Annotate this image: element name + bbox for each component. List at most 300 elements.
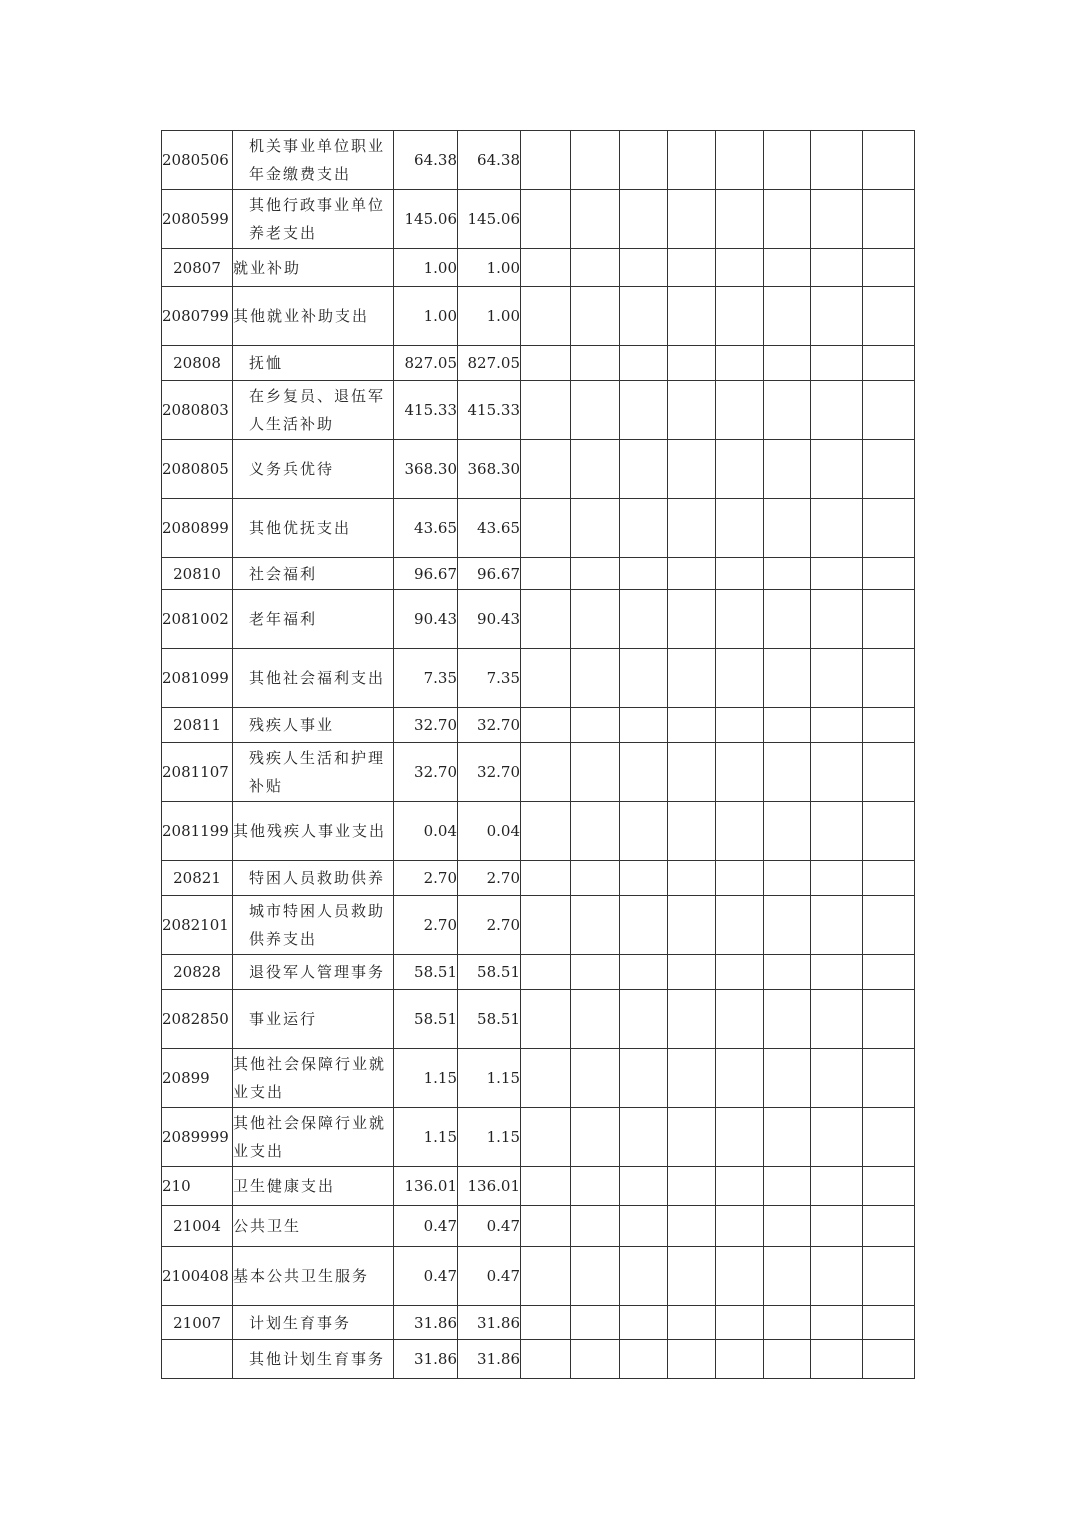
- item-name-cell: 机关事业单位职业年金缴费支出: [233, 131, 394, 190]
- empty-cell: [764, 590, 811, 649]
- empty-cell: [764, 1167, 811, 1206]
- empty-cell: [764, 955, 811, 990]
- empty-cell: [764, 708, 811, 743]
- empty-cell: [668, 558, 716, 590]
- table-row: [162, 1306, 915, 1340]
- amount-cell: 31.86: [458, 1340, 521, 1379]
- empty-cell: [811, 590, 863, 649]
- empty-cell: [863, 249, 915, 287]
- empty-cell: [811, 1340, 863, 1379]
- account-code-cell: 2080799: [162, 287, 233, 346]
- empty-cell: [863, 708, 915, 743]
- empty-cell: [863, 990, 915, 1049]
- empty-cell: [521, 861, 571, 896]
- amount-cell: 2.70: [394, 861, 458, 896]
- item-name-cell: 事业运行: [233, 990, 394, 1049]
- account-code-cell: 20808: [162, 346, 233, 381]
- amount-cell: 1.00: [458, 287, 521, 346]
- item-name-cell: 义务兵优待: [233, 440, 394, 499]
- empty-cell: [521, 287, 571, 346]
- empty-cell: [571, 708, 620, 743]
- item-name-cell: 卫生健康支出: [233, 1167, 394, 1206]
- amount-cell: 31.86: [394, 1306, 458, 1340]
- amount-cell: 90.43: [394, 590, 458, 649]
- amount-cell: 415.33: [394, 381, 458, 440]
- item-name-cell: 城市特困人员救助供养支出: [233, 896, 394, 955]
- account-code-cell: 2082850: [162, 990, 233, 1049]
- empty-cell: [620, 131, 668, 190]
- empty-cell: [863, 1247, 915, 1306]
- empty-cell: [811, 440, 863, 499]
- empty-cell: [521, 896, 571, 955]
- empty-cell: [764, 802, 811, 861]
- amount-cell: 58.51: [458, 990, 521, 1049]
- table-row: [162, 743, 915, 802]
- item-name-cell: 残疾人事业: [233, 708, 394, 743]
- table-row: [162, 1108, 915, 1167]
- empty-cell: [863, 499, 915, 558]
- item-name-cell: 计划生育事务: [233, 1306, 394, 1340]
- table-row: [162, 1049, 915, 1108]
- table-row: [162, 249, 915, 287]
- table-row: [162, 1167, 915, 1206]
- empty-cell: [668, 1340, 716, 1379]
- amount-cell: 1.00: [394, 287, 458, 346]
- amount-cell: 0.04: [394, 802, 458, 861]
- item-name-cell: 其他社会福利支出: [233, 649, 394, 708]
- amount-cell: 368.30: [394, 440, 458, 499]
- empty-cell: [521, 708, 571, 743]
- table-row: [162, 499, 915, 558]
- empty-cell: [521, 440, 571, 499]
- item-name-cell: 其他社会保障行业就业支出: [233, 1108, 394, 1167]
- empty-cell: [521, 190, 571, 249]
- empty-cell: [764, 249, 811, 287]
- empty-cell: [521, 1206, 571, 1247]
- amount-cell: 827.05: [394, 346, 458, 381]
- empty-cell: [668, 249, 716, 287]
- empty-cell: [764, 1247, 811, 1306]
- empty-cell: [620, 955, 668, 990]
- empty-cell: [863, 1167, 915, 1206]
- empty-cell: [716, 1206, 764, 1247]
- amount-cell: 0.47: [394, 1247, 458, 1306]
- table-row: [162, 131, 915, 190]
- empty-cell: [571, 1108, 620, 1167]
- empty-cell: [863, 1306, 915, 1340]
- empty-cell: [668, 990, 716, 1049]
- empty-cell: [863, 381, 915, 440]
- amount-cell: 31.86: [394, 1340, 458, 1379]
- empty-cell: [668, 861, 716, 896]
- empty-cell: [863, 131, 915, 190]
- amount-cell: 2.70: [394, 896, 458, 955]
- account-code-cell: 2082101: [162, 896, 233, 955]
- empty-cell: [716, 499, 764, 558]
- empty-cell: [811, 381, 863, 440]
- empty-cell: [811, 499, 863, 558]
- table-row: [162, 590, 915, 649]
- empty-cell: [863, 440, 915, 499]
- item-name-cell: 其他优抚支出: [233, 499, 394, 558]
- empty-cell: [571, 649, 620, 708]
- empty-cell: [571, 190, 620, 249]
- empty-cell: [571, 287, 620, 346]
- item-name-cell: 特困人员救助供养: [233, 861, 394, 896]
- empty-cell: [521, 131, 571, 190]
- amount-cell: 1.15: [458, 1049, 521, 1108]
- empty-cell: [521, 381, 571, 440]
- empty-cell: [811, 896, 863, 955]
- table-row: [162, 558, 915, 590]
- amount-cell: 0.47: [394, 1206, 458, 1247]
- empty-cell: [764, 287, 811, 346]
- empty-cell: [668, 1247, 716, 1306]
- empty-cell: [811, 1049, 863, 1108]
- empty-cell: [764, 346, 811, 381]
- empty-cell: [620, 1340, 668, 1379]
- empty-cell: [716, 802, 764, 861]
- empty-cell: [764, 381, 811, 440]
- item-name-cell: 其他社会保障行业就业支出: [233, 1049, 394, 1108]
- amount-cell: 0.47: [458, 1206, 521, 1247]
- account-code-cell: 2081002: [162, 590, 233, 649]
- empty-cell: [668, 131, 716, 190]
- amount-cell: 1.00: [394, 249, 458, 287]
- empty-cell: [668, 896, 716, 955]
- empty-cell: [571, 743, 620, 802]
- empty-cell: [811, 1247, 863, 1306]
- empty-cell: [811, 1167, 863, 1206]
- account-code-cell: 20899: [162, 1049, 233, 1108]
- amount-cell: 32.70: [394, 743, 458, 802]
- empty-cell: [716, 743, 764, 802]
- item-name-cell: 公共卫生: [233, 1206, 394, 1247]
- empty-cell: [764, 1206, 811, 1247]
- empty-cell: [811, 287, 863, 346]
- empty-cell: [668, 802, 716, 861]
- amount-cell: 415.33: [458, 381, 521, 440]
- empty-cell: [668, 1108, 716, 1167]
- empty-cell: [716, 558, 764, 590]
- empty-cell: [811, 558, 863, 590]
- empty-cell: [620, 802, 668, 861]
- empty-cell: [668, 1306, 716, 1340]
- empty-cell: [620, 1108, 668, 1167]
- empty-cell: [811, 1306, 863, 1340]
- empty-cell: [811, 1108, 863, 1167]
- empty-cell: [716, 955, 764, 990]
- empty-cell: [571, 346, 620, 381]
- amount-cell: 32.70: [394, 708, 458, 743]
- empty-cell: [716, 896, 764, 955]
- table-row: [162, 861, 915, 896]
- empty-cell: [764, 1340, 811, 1379]
- empty-cell: [571, 499, 620, 558]
- account-code-cell: 21007: [162, 1306, 233, 1340]
- empty-cell: [571, 1340, 620, 1379]
- empty-cell: [571, 1306, 620, 1340]
- empty-cell: [668, 190, 716, 249]
- empty-cell: [668, 590, 716, 649]
- table-row: [162, 440, 915, 499]
- empty-cell: [571, 1206, 620, 1247]
- empty-cell: [668, 955, 716, 990]
- empty-cell: [863, 1206, 915, 1247]
- empty-cell: [764, 131, 811, 190]
- amount-cell: 2.70: [458, 861, 521, 896]
- empty-cell: [716, 590, 764, 649]
- table-row: [162, 381, 915, 440]
- empty-cell: [521, 1247, 571, 1306]
- empty-cell: [716, 1049, 764, 1108]
- amount-cell: 368.30: [458, 440, 521, 499]
- empty-cell: [620, 499, 668, 558]
- empty-cell: [716, 1306, 764, 1340]
- table-row: [162, 802, 915, 861]
- empty-cell: [571, 249, 620, 287]
- empty-cell: [811, 708, 863, 743]
- empty-cell: [863, 1049, 915, 1108]
- empty-cell: [811, 955, 863, 990]
- empty-cell: [764, 1108, 811, 1167]
- empty-cell: [863, 190, 915, 249]
- empty-cell: [571, 381, 620, 440]
- item-name-cell: 其他残疾人事业支出: [233, 802, 394, 861]
- empty-cell: [668, 440, 716, 499]
- item-name-cell: 退役军人管理事务: [233, 955, 394, 990]
- account-code-cell: 20821: [162, 861, 233, 896]
- amount-cell: 1.15: [458, 1108, 521, 1167]
- empty-cell: [863, 1108, 915, 1167]
- empty-cell: [620, 649, 668, 708]
- empty-cell: [668, 1049, 716, 1108]
- amount-cell: 7.35: [394, 649, 458, 708]
- amount-cell: 1.00: [458, 249, 521, 287]
- empty-cell: [764, 861, 811, 896]
- empty-cell: [863, 861, 915, 896]
- empty-cell: [716, 1108, 764, 1167]
- empty-cell: [620, 590, 668, 649]
- empty-cell: [620, 381, 668, 440]
- amount-cell: 0.04: [458, 802, 521, 861]
- empty-cell: [521, 743, 571, 802]
- amount-cell: 58.51: [394, 990, 458, 1049]
- empty-cell: [620, 346, 668, 381]
- empty-cell: [764, 190, 811, 249]
- item-name-cell: 其他行政事业单位养老支出: [233, 190, 394, 249]
- empty-cell: [811, 802, 863, 861]
- empty-cell: [620, 743, 668, 802]
- empty-cell: [620, 1206, 668, 1247]
- empty-cell: [620, 1049, 668, 1108]
- empty-cell: [620, 896, 668, 955]
- empty-cell: [668, 1206, 716, 1247]
- amount-cell: 32.70: [458, 743, 521, 802]
- empty-cell: [521, 1049, 571, 1108]
- empty-cell: [716, 990, 764, 1049]
- amount-cell: 96.67: [394, 558, 458, 590]
- empty-cell: [571, 131, 620, 190]
- amount-cell: 145.06: [394, 190, 458, 249]
- empty-cell: [863, 558, 915, 590]
- empty-cell: [764, 499, 811, 558]
- amount-cell: 43.65: [458, 499, 521, 558]
- empty-cell: [521, 499, 571, 558]
- account-code-cell: 2100408: [162, 1247, 233, 1306]
- empty-cell: [620, 861, 668, 896]
- empty-cell: [620, 990, 668, 1049]
- table-row: [162, 190, 915, 249]
- amount-cell: 7.35: [458, 649, 521, 708]
- account-code-cell: 2080899: [162, 499, 233, 558]
- empty-cell: [764, 990, 811, 1049]
- table-body: [162, 131, 915, 1379]
- account-code-cell: 2080599: [162, 190, 233, 249]
- empty-cell: [716, 1167, 764, 1206]
- empty-cell: [811, 1206, 863, 1247]
- empty-cell: [863, 590, 915, 649]
- empty-cell: [811, 131, 863, 190]
- empty-cell: [571, 802, 620, 861]
- empty-cell: [811, 649, 863, 708]
- empty-cell: [571, 440, 620, 499]
- account-code-cell: 20828: [162, 955, 233, 990]
- empty-cell: [620, 1167, 668, 1206]
- amount-cell: 2.70: [458, 896, 521, 955]
- empty-cell: [668, 346, 716, 381]
- empty-cell: [716, 649, 764, 708]
- empty-cell: [863, 346, 915, 381]
- empty-cell: [571, 1247, 620, 1306]
- empty-cell: [620, 190, 668, 249]
- account-code-cell: 20811: [162, 708, 233, 743]
- empty-cell: [764, 743, 811, 802]
- empty-cell: [668, 708, 716, 743]
- account-code-cell: 20807: [162, 249, 233, 287]
- empty-cell: [620, 708, 668, 743]
- item-name-cell: 残疾人生活和护理补贴: [233, 743, 394, 802]
- empty-cell: [668, 743, 716, 802]
- empty-cell: [521, 1108, 571, 1167]
- empty-cell: [716, 1340, 764, 1379]
- account-code-cell: 2081099: [162, 649, 233, 708]
- empty-cell: [863, 896, 915, 955]
- empty-cell: [521, 955, 571, 990]
- account-code-cell: 2080506: [162, 131, 233, 190]
- table-row: [162, 649, 915, 708]
- table-row: [162, 708, 915, 743]
- empty-cell: [716, 190, 764, 249]
- empty-cell: [521, 558, 571, 590]
- empty-cell: [716, 131, 764, 190]
- account-code-cell: [162, 1340, 233, 1379]
- table-row: [162, 346, 915, 381]
- empty-cell: [863, 287, 915, 346]
- empty-cell: [716, 708, 764, 743]
- empty-cell: [620, 287, 668, 346]
- item-name-cell: 抚恤: [233, 346, 394, 381]
- empty-cell: [863, 1340, 915, 1379]
- item-name-cell: 其他计划生育事务: [233, 1340, 394, 1379]
- empty-cell: [521, 590, 571, 649]
- table-row: [162, 1206, 915, 1247]
- table-row: [162, 896, 915, 955]
- empty-cell: [521, 346, 571, 381]
- account-code-cell: 2081199: [162, 802, 233, 861]
- table-row: [162, 990, 915, 1049]
- empty-cell: [668, 499, 716, 558]
- empty-cell: [716, 346, 764, 381]
- empty-cell: [668, 1167, 716, 1206]
- amount-cell: 1.15: [394, 1049, 458, 1108]
- empty-cell: [620, 1306, 668, 1340]
- empty-cell: [811, 743, 863, 802]
- empty-cell: [620, 249, 668, 287]
- empty-cell: [811, 190, 863, 249]
- empty-cell: [764, 649, 811, 708]
- empty-cell: [571, 1049, 620, 1108]
- empty-cell: [764, 1049, 811, 1108]
- empty-cell: [620, 440, 668, 499]
- account-code-cell: 2080803: [162, 381, 233, 440]
- amount-cell: 64.38: [458, 131, 521, 190]
- item-name-cell: 基本公共卫生服务: [233, 1247, 394, 1306]
- empty-cell: [716, 440, 764, 499]
- empty-cell: [716, 861, 764, 896]
- amount-cell: 1.15: [394, 1108, 458, 1167]
- empty-cell: [571, 896, 620, 955]
- empty-cell: [620, 558, 668, 590]
- empty-cell: [521, 649, 571, 708]
- table-row: [162, 287, 915, 346]
- amount-cell: 136.01: [458, 1167, 521, 1206]
- empty-cell: [521, 249, 571, 287]
- empty-cell: [764, 440, 811, 499]
- empty-cell: [668, 381, 716, 440]
- account-code-cell: 210: [162, 1167, 233, 1206]
- empty-cell: [521, 802, 571, 861]
- amount-cell: 0.47: [458, 1247, 521, 1306]
- empty-cell: [571, 955, 620, 990]
- item-name-cell: 社会福利: [233, 558, 394, 590]
- empty-cell: [716, 287, 764, 346]
- empty-cell: [521, 1306, 571, 1340]
- empty-cell: [764, 896, 811, 955]
- amount-cell: 43.65: [394, 499, 458, 558]
- account-code-cell: 2081107: [162, 743, 233, 802]
- empty-cell: [620, 1247, 668, 1306]
- amount-cell: 90.43: [458, 590, 521, 649]
- empty-cell: [716, 249, 764, 287]
- amount-cell: 145.06: [458, 190, 521, 249]
- table-row: [162, 1340, 915, 1379]
- amount-cell: 32.70: [458, 708, 521, 743]
- empty-cell: [571, 558, 620, 590]
- empty-cell: [863, 802, 915, 861]
- account-code-cell: 20810: [162, 558, 233, 590]
- account-code-cell: 21004: [162, 1206, 233, 1247]
- empty-cell: [811, 990, 863, 1049]
- amount-cell: 31.86: [458, 1306, 521, 1340]
- table-row: [162, 1247, 915, 1306]
- empty-cell: [571, 590, 620, 649]
- table-row: [162, 955, 915, 990]
- empty-cell: [863, 649, 915, 708]
- amount-cell: 96.67: [458, 558, 521, 590]
- empty-cell: [571, 861, 620, 896]
- budget-table: [161, 130, 915, 1379]
